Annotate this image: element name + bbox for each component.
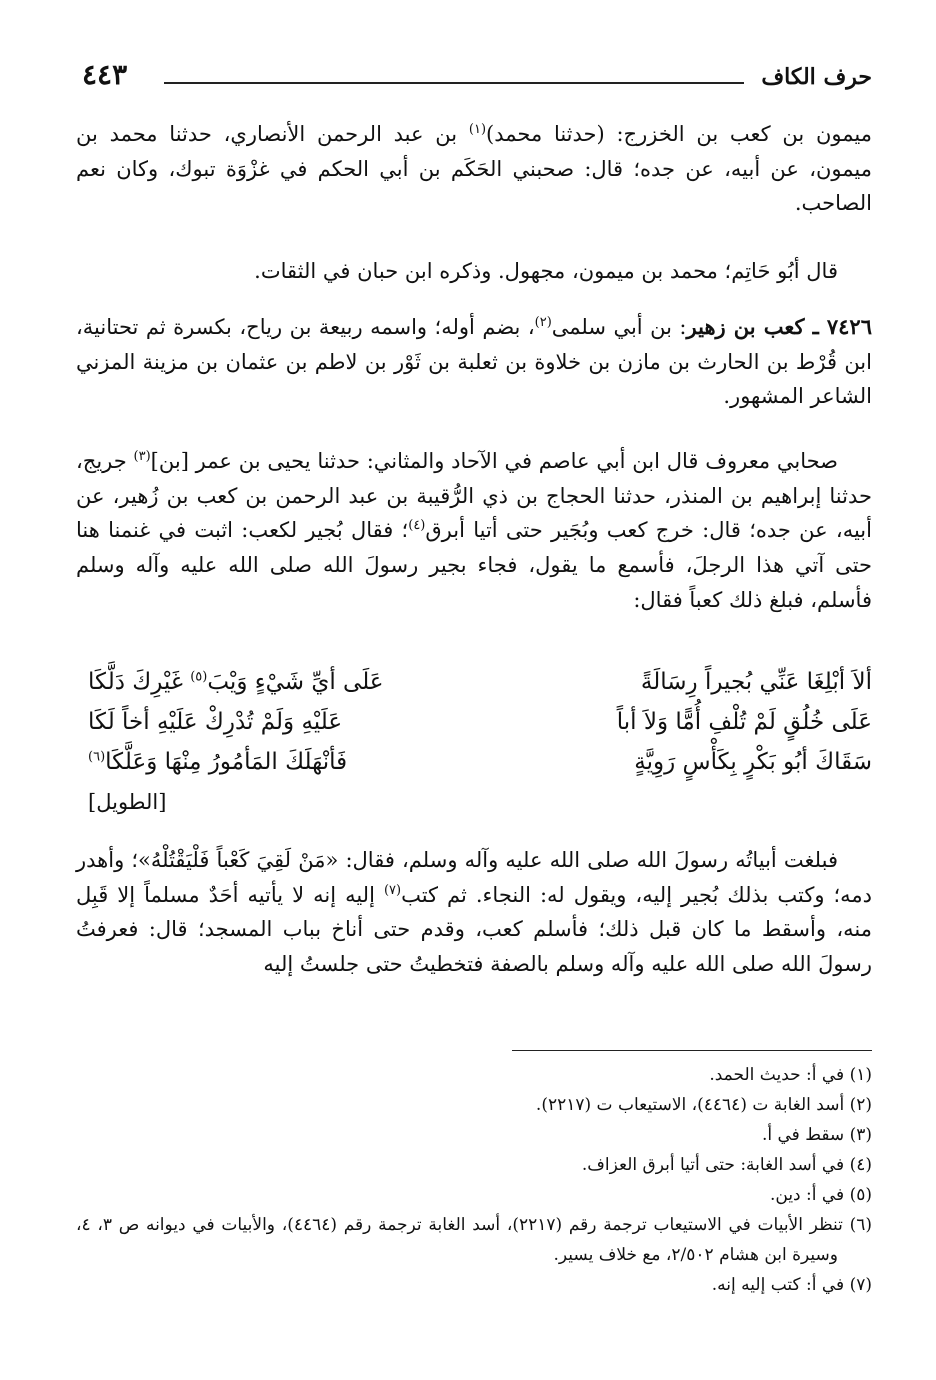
running-head: حرف الكاف (761, 64, 872, 90)
paragraph-sahabi (76, 444, 872, 618)
footnote-ref: (٦) (88, 749, 106, 765)
poem-verse (88, 702, 872, 742)
verse-second-hemistich (88, 749, 448, 775)
paragraph-text: إليه إنه لا يأتيه أحَدٌ مسلماً إلا قَبِل منه، وأسقط ما كان قبل ذلك؛ فأسلم كعب، وقدم حتى أناخ بباب المسجد؛ قال: فعرفتُ رسولَ الله صلى الله عليه وآله وسلم بالصفة فتخطيتُ حتى جلستُ إليه (76, 882, 872, 977)
paragraph-text: بن عبد الرحمن الأنصاري، حدثنا محمد بن ميمون، عن أبيه، عن جده؛ قال: صحبني الحَكَم بن أبي الحكم في غزْوَة تبوك، وكان نعم الصاحب. (76, 122, 872, 216)
paragraph-maymun-hadith (76, 117, 872, 221)
footnote-ref: (٥) (190, 669, 208, 685)
footnote: (٤) في أسد الغابة: حتى أتيا أبرق العزاف. (581, 1155, 872, 1175)
footnote: (٢) أسد الغابة ت (٤٤٦٤)، الاستيعاب ت (٢٢١٧). (535, 1095, 872, 1115)
footnote: (١) في أ: حديث الحمد. (709, 1065, 872, 1085)
header-rule (164, 82, 744, 84)
paragraph-abu-hatim (76, 254, 872, 289)
footnote-ref: (٤) (408, 518, 426, 534)
entry-kaab-bin-zuhayr (76, 310, 872, 414)
verse-first-hemistich: سَقَاكَ أبُو بَكْرٍ بِكَأْسٍ رَوِيَّةٍ (634, 749, 872, 775)
paragraph-text: ، بضم أوله؛ واسمه ربيعة بن رياح، بكسرة ثم تحتانية، ابن قُرْط بن الحارث بن مازن بن خلاوة بن ثعلبة بن ثَوْر بن لاطم بن عثمان بن مزينة المزني الشاعر المشهور. (76, 315, 872, 409)
footnotes (76, 1060, 872, 1300)
page-number: ٤٤٣ (82, 58, 128, 91)
verse-second-hemistich (88, 709, 448, 735)
verse-second-hemistich (88, 669, 448, 695)
footnote-ref: (١) (468, 122, 487, 137)
entry-heading: ٧٤٢٦ ـ كعب بن زهير (686, 314, 872, 339)
paragraph-text: فبلغت أبياتُه رسولَ الله صلى الله عليه وآله وسلم، فقال: «مَنْ لَقِيَ كَعْباً فَلْيَقْتُلْهُ»؛ وأهدر دمه؛ وكتب بذلك بُجير إليه، ويقول له: النجاء. ثم كتب (76, 848, 873, 907)
page-header (82, 58, 872, 98)
hemistich-text: عَلَى أيِّ شَيْءٍ وَيْبَ (207, 669, 384, 695)
hemistich-text: غَيْرِكَ دَلَّكَا (88, 669, 191, 695)
footnote-ref: (٢) (534, 315, 552, 330)
paragraph-prophet-response (76, 843, 872, 982)
footnote-ref: (٧) (383, 882, 402, 898)
hemistich-text: عَلَيْهِ وَلَمْ تُدْرِكْ عَلَيْهِ أخاً لَكَا (88, 709, 343, 735)
verse-first-hemistich: ألاَ أبْلِغَا عَنِّي بُجيراً رِسَالَةً (640, 669, 872, 695)
footnote: (٦) تنظر الأبيات في الاستيعاب ترجمة رقم (٢٢١٧)، أسد الغابة ترجمة رقم (٤٤٦٤)، والأبيات في ديوانه ص ٣، ٤، وسيرة ابن هشام ٢/٥٠٢، مع خلاف يسير. (76, 1215, 872, 1265)
poem (88, 662, 872, 782)
poem-verse (88, 742, 872, 782)
paragraph-text: : بن أبي سلمى (551, 315, 687, 339)
footnote: (٧) في أ: كتب إليه إنه. (711, 1275, 872, 1295)
paragraph-text: جريج، حدثنا إبراهيم بن المنذر، حدثنا الحجاج بن ذي الرُّقيبة بن عبد الرحمن بن كعب بن زُهير، عن أبيه، عن جده؛ قال: خرج كعب وبُجَير حتى أتيا أبرق (76, 449, 872, 543)
footnote-separator (512, 1050, 872, 1051)
footnote: (٥) في أ: دين. (769, 1185, 872, 1205)
verse-first-hemistich: عَلَى خُلُقٍ لَمْ تُلْفِ أُمًّا وَلاَ أباً (616, 709, 872, 735)
footnote: (٣) سقط في أ. (761, 1125, 872, 1145)
paragraph-text: صحابي معروف قال ابن أبي عاصم في الآحاد والمثاني: حدثنا يحيى بن عمر [بن] (150, 449, 838, 473)
hemistich-text: فَأنْهَلَكَ المَأمُورُ مِنْهَا وَعَلَّكَا (105, 749, 348, 775)
poem-meter: [الطويل] (88, 790, 167, 814)
paragraph-text: قال أبُو حَاتِم؛ محمد بن ميمون، مجهول. وذكره ابن حبان في الثقات. (254, 259, 838, 283)
poem-verse (88, 662, 872, 702)
paragraph-text: ميمون بن كعب بن الخزرج: (حدثنا محمد) (486, 122, 873, 146)
paragraph-text: ؛ فقال بُجير لكعب: اثبت في غنمنا هنا حتى آتي هذا الرجلَ، فأسمع ما يقول، فجاء بجير رسولَ الله صلى الله عليه وآله وسلم فأسلم، فبلغ ذلك كعباً فقال: (76, 518, 872, 612)
footnote-ref: (٣) (133, 449, 151, 464)
